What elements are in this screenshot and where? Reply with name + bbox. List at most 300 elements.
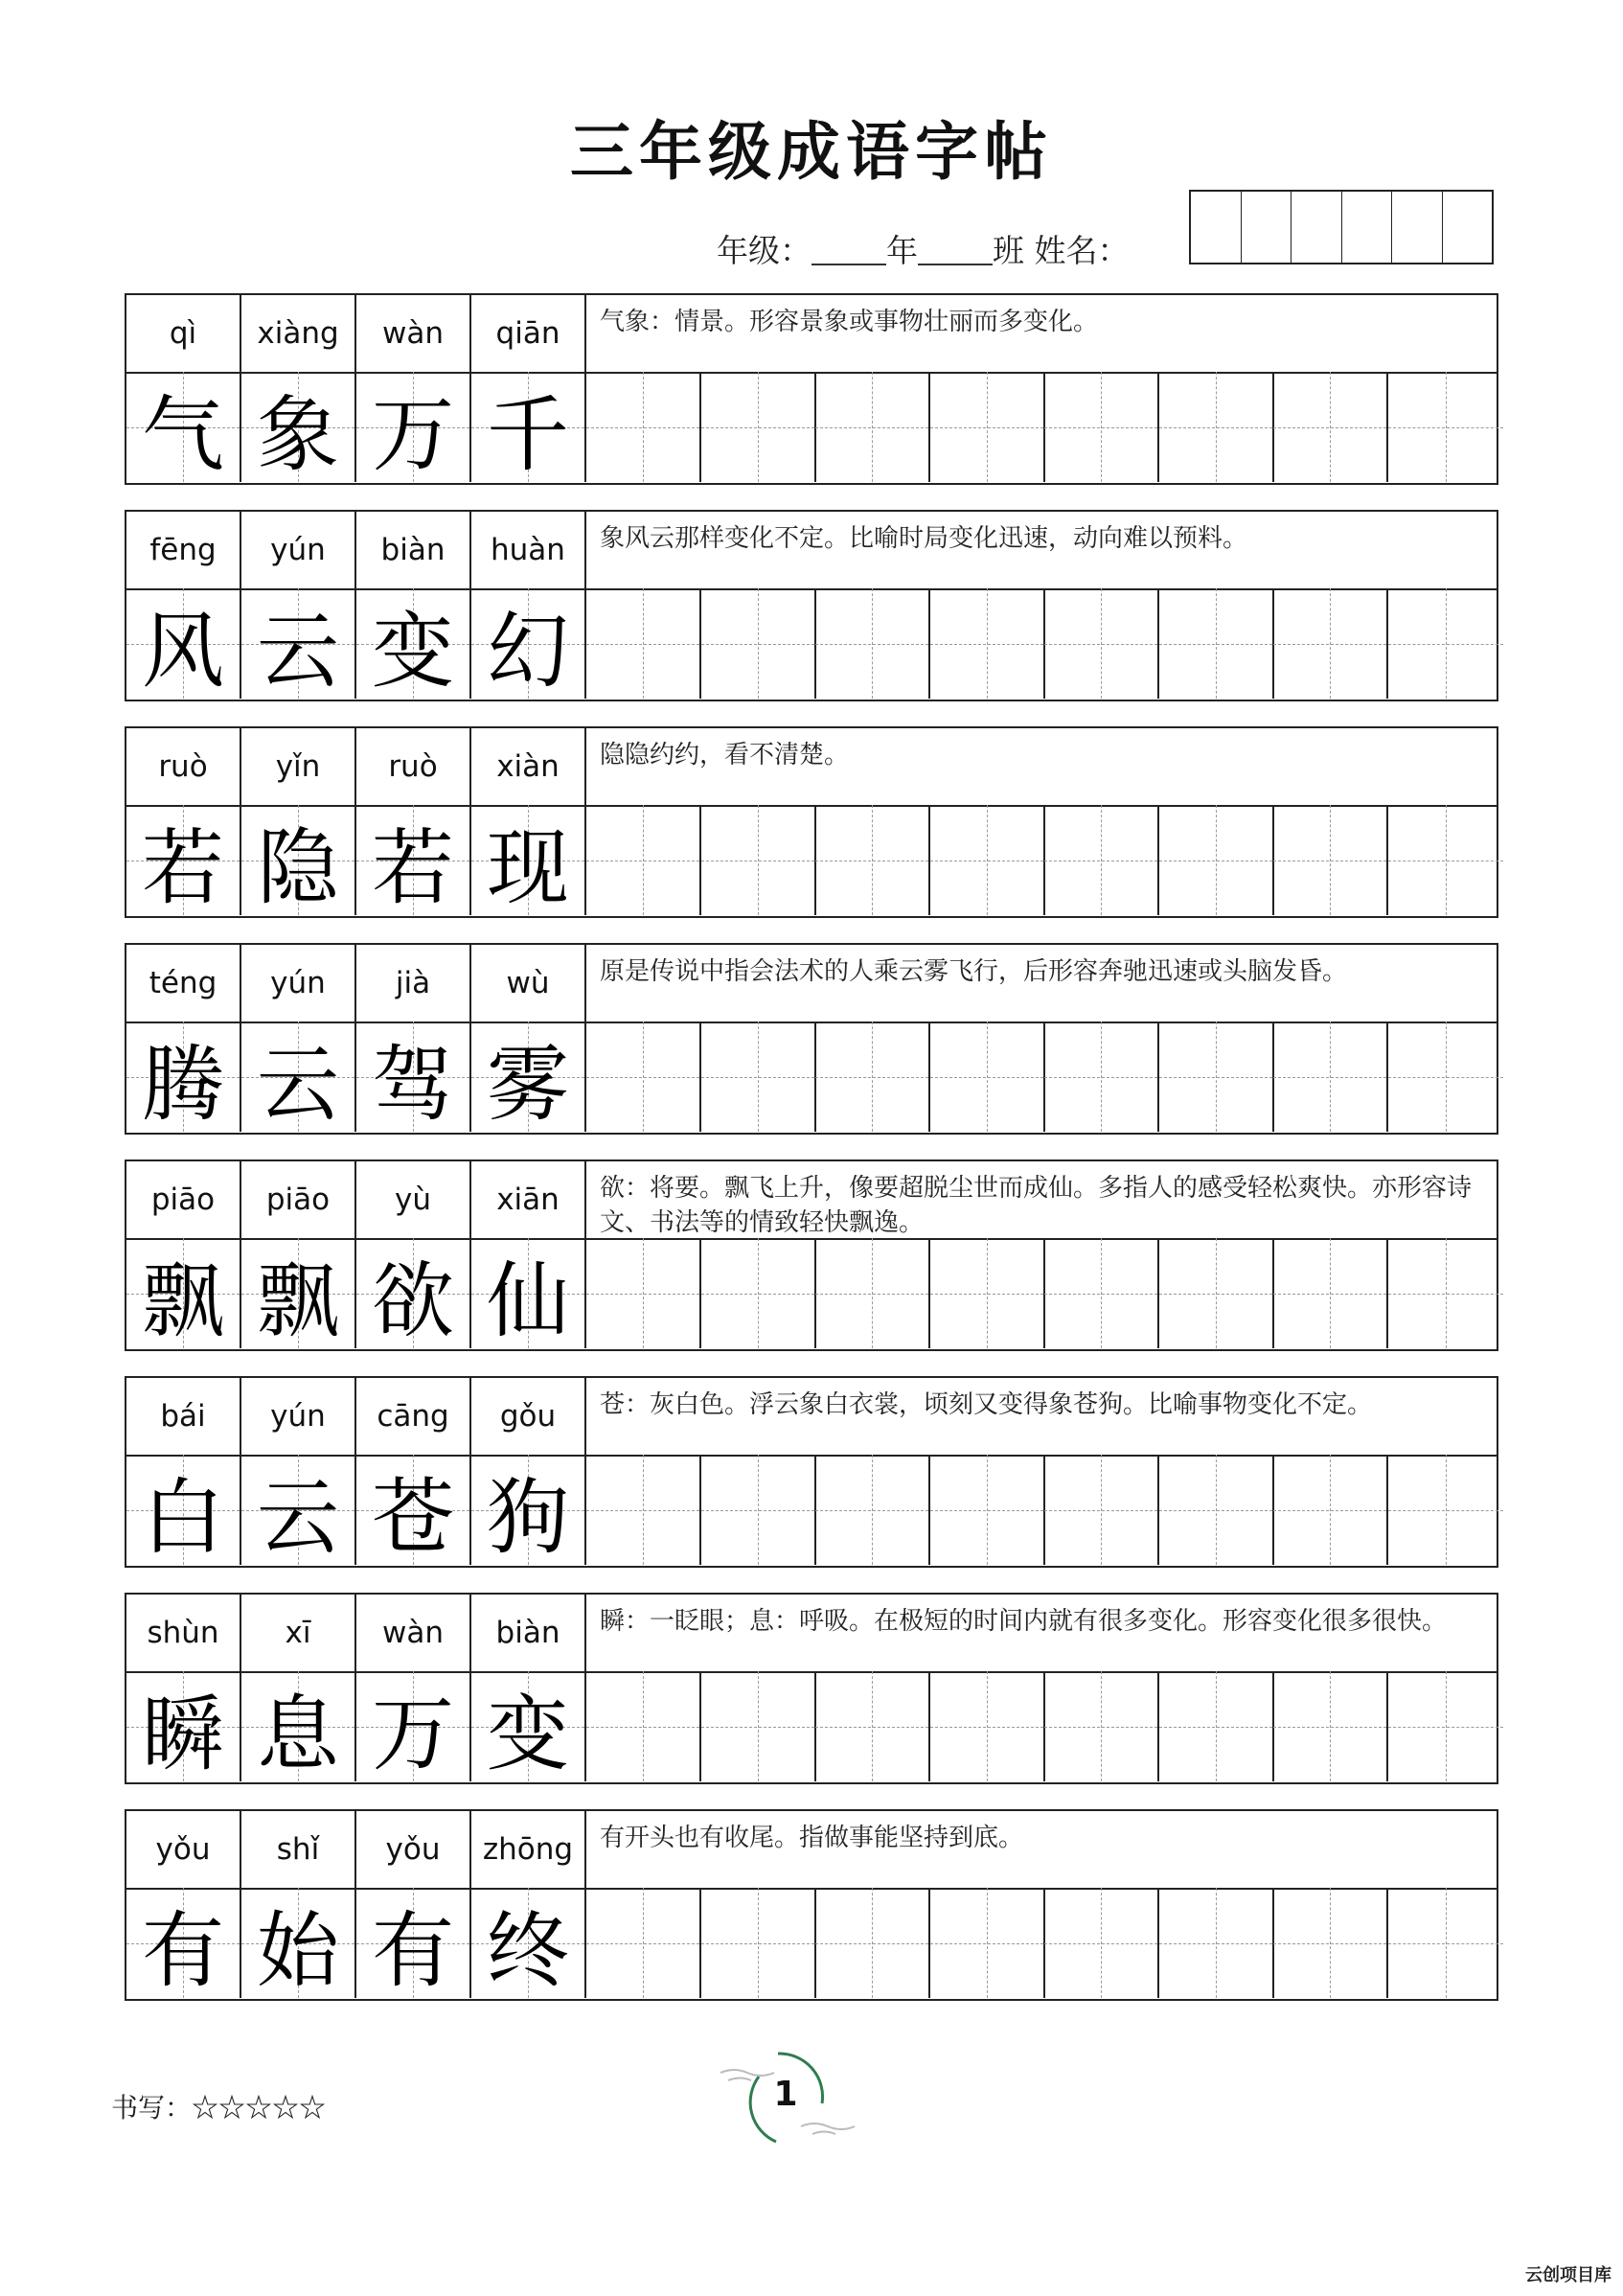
practice-cell[interactable] — [586, 372, 701, 482]
name-box[interactable] — [1291, 192, 1341, 263]
idiom-definition: 瞬：一眨眼；息：呼吸。在极短的时间内就有很多变化。形容变化很多很快。 — [600, 1607, 1448, 1636]
guide-line — [1330, 1671, 1331, 1781]
model-character — [471, 1455, 586, 1565]
guide-line — [643, 1455, 644, 1565]
idiom-block — [125, 1809, 1498, 2001]
guide-line — [1273, 1943, 1386, 1944]
practice-cell[interactable] — [930, 1671, 1045, 1781]
practice-cell[interactable] — [1388, 372, 1503, 482]
practice-grid — [586, 372, 1497, 482]
pinyin-cell: yún — [241, 1378, 356, 1455]
practice-cell[interactable] — [586, 1022, 701, 1132]
guide-line — [987, 1238, 988, 1348]
character-row — [126, 1888, 1497, 1998]
guide-line — [930, 644, 1043, 645]
practice-cell[interactable] — [1044, 805, 1159, 915]
practice-cell[interactable] — [1273, 1455, 1388, 1565]
practice-cell[interactable] — [930, 372, 1045, 482]
practice-cell[interactable] — [1044, 372, 1159, 482]
character-row — [126, 1455, 1497, 1565]
guide-line — [1159, 427, 1272, 428]
practice-cell[interactable] — [930, 1238, 1045, 1348]
character-glyph: 变 — [487, 1686, 569, 1782]
practice-cell[interactable] — [701, 1455, 816, 1565]
guide-line — [987, 372, 988, 482]
guide-line — [815, 1727, 928, 1728]
pinyin-cell: xiān — [471, 1161, 586, 1238]
guide-line — [815, 1294, 928, 1295]
guide-line — [872, 1888, 873, 1998]
practice-cell[interactable] — [1159, 1671, 1274, 1781]
guide-line — [872, 1671, 873, 1781]
guide-line — [1446, 805, 1447, 915]
character-glyph: 若 — [372, 819, 454, 916]
guide-line — [1330, 1888, 1331, 1998]
guide-line — [586, 1294, 699, 1295]
practice-cell[interactable] — [815, 1238, 930, 1348]
idiom-definition: 隐隐约约，看不清楚。 — [600, 741, 850, 769]
practice-cell[interactable] — [930, 805, 1045, 915]
guide-line — [701, 1294, 814, 1295]
guide-line — [586, 1510, 699, 1511]
guide-line — [1388, 427, 1503, 428]
guide-line — [1101, 1455, 1102, 1565]
character-glyph: 有 — [372, 1902, 454, 1999]
student-info — [717, 226, 1130, 271]
page-number-badge — [709, 2046, 862, 2151]
character-row — [126, 588, 1497, 699]
model-character — [356, 1671, 471, 1781]
practice-cell[interactable] — [1273, 1022, 1388, 1132]
guide-line — [1101, 1238, 1102, 1348]
model-character — [241, 1671, 356, 1781]
practice-cell[interactable] — [815, 588, 930, 699]
idiom-block — [125, 293, 1498, 485]
character-glyph: 仙 — [487, 1252, 569, 1349]
practice-cell[interactable] — [586, 1888, 701, 1998]
character-row — [126, 1671, 1497, 1781]
character-glyph: 始 — [257, 1902, 339, 1999]
practice-cell[interactable] — [701, 1022, 816, 1132]
character-glyph: 狗 — [487, 1469, 569, 1566]
name-boxes[interactable] — [1189, 190, 1494, 264]
guide-line — [701, 644, 814, 645]
guide-line — [1388, 1943, 1503, 1944]
model-character — [356, 1888, 471, 1998]
guide-line — [1216, 805, 1217, 915]
guide-line — [1159, 1077, 1272, 1078]
model-character — [126, 372, 241, 482]
character-glyph: 千 — [487, 386, 569, 483]
practice-cell[interactable] — [1273, 372, 1388, 482]
pinyin-cell: téng — [126, 945, 241, 1022]
pinyin-cell: yǒu — [126, 1811, 241, 1888]
practice-cell[interactable] — [930, 1455, 1045, 1565]
name-box[interactable] — [1341, 192, 1392, 263]
practice-cell[interactable] — [701, 805, 816, 915]
pinyin-row — [126, 1595, 1497, 1673]
name-label: 姓名： — [1034, 232, 1130, 269]
practice-cell[interactable] — [1388, 1022, 1503, 1132]
year-suffix: 年 — [886, 232, 918, 269]
practice-cell[interactable] — [1388, 1888, 1503, 1998]
guide-line — [872, 1238, 873, 1348]
pinyin-cell: gǒu — [471, 1378, 586, 1455]
character-glyph: 若 — [142, 819, 224, 916]
practice-cell[interactable] — [815, 1671, 930, 1781]
character-glyph: 隐 — [257, 819, 339, 916]
pinyin-cell: yù — [356, 1161, 471, 1238]
guide-line — [1216, 1022, 1217, 1132]
guide-line — [987, 1888, 988, 1998]
practice-cell[interactable] — [815, 805, 930, 915]
guide-line — [1330, 1238, 1331, 1348]
practice-cell[interactable] — [930, 1888, 1045, 1998]
practice-cell[interactable] — [586, 588, 701, 699]
guide-line — [1159, 1510, 1272, 1511]
practice-cell[interactable] — [1159, 372, 1274, 482]
guide-line — [758, 1455, 759, 1565]
model-character — [126, 588, 241, 699]
pinyin-cell: shǐ — [241, 1811, 356, 1888]
guide-line — [758, 1022, 759, 1132]
model-character — [471, 1671, 586, 1781]
guide-line — [1446, 1238, 1447, 1348]
guide-line — [643, 372, 644, 482]
model-character — [356, 372, 471, 482]
character-glyph: 现 — [487, 819, 569, 916]
character-glyph: 风 — [142, 603, 224, 700]
pinyin-cell: qì — [126, 295, 241, 372]
character-row — [126, 1022, 1497, 1132]
guide-line — [1044, 644, 1157, 645]
practice-cell[interactable] — [701, 1671, 816, 1781]
pinyin-cell: xiàng — [241, 295, 356, 372]
guide-line — [1388, 1294, 1503, 1295]
guide-line — [758, 1671, 759, 1781]
model-character — [241, 1455, 356, 1565]
model-character — [471, 805, 586, 915]
guide-line — [1330, 588, 1331, 699]
character-glyph: 有 — [142, 1902, 224, 1999]
practice-cell[interactable] — [701, 588, 816, 699]
pinyin-row — [126, 295, 1497, 374]
practice-cell[interactable] — [701, 372, 816, 482]
guide-line — [758, 372, 759, 482]
practice-cell[interactable] — [815, 1022, 930, 1132]
pinyin-row — [126, 1161, 1497, 1240]
model-character — [126, 1455, 241, 1565]
practice-grid — [586, 805, 1497, 915]
guide-line — [1101, 372, 1102, 482]
practice-cell[interactable] — [701, 1888, 816, 1998]
guide-line — [586, 644, 699, 645]
guide-line — [1273, 1077, 1386, 1078]
guide-line — [1330, 1022, 1331, 1132]
name-box[interactable] — [1391, 192, 1442, 263]
character-glyph: 息 — [257, 1686, 339, 1782]
pinyin-cell: piāo — [241, 1161, 356, 1238]
pinyin-cell: piāo — [126, 1161, 241, 1238]
pinyin-cell: yǒu — [356, 1811, 471, 1888]
character-row — [126, 805, 1497, 915]
pinyin-row — [126, 512, 1497, 590]
guide-line — [1101, 588, 1102, 699]
guide-line — [701, 1727, 814, 1728]
guide-line — [1101, 1022, 1102, 1132]
model-character — [356, 1238, 471, 1348]
guide-line — [1159, 1294, 1272, 1295]
practice-cell[interactable] — [1388, 1671, 1503, 1781]
guide-line — [643, 1888, 644, 1998]
guide-line — [815, 1510, 928, 1511]
character-glyph: 瞬 — [142, 1686, 224, 1782]
practice-cell[interactable] — [586, 1455, 701, 1565]
year-blank[interactable] — [812, 235, 886, 265]
pinyin-cell: xiàn — [471, 728, 586, 805]
pinyin-row — [126, 1378, 1497, 1457]
practice-grid — [586, 1455, 1497, 1565]
pinyin-cell: biàn — [356, 512, 471, 588]
practice-cell[interactable] — [1388, 805, 1503, 915]
practice-cell[interactable] — [930, 1022, 1045, 1132]
pinyin-cell: wàn — [356, 1595, 471, 1671]
practice-cell[interactable] — [1273, 805, 1388, 915]
guide-line — [586, 1727, 699, 1728]
practice-cell[interactable] — [1388, 588, 1503, 699]
practice-cell[interactable] — [1159, 805, 1274, 915]
idiom-definition: 象风云那样变化不定。比喻时局变化迅速，动向难以预料。 — [600, 524, 1248, 553]
model-character — [241, 1888, 356, 1998]
practice-cell[interactable] — [1273, 588, 1388, 699]
character-glyph: 白 — [142, 1469, 224, 1566]
guide-line — [930, 1943, 1043, 1944]
guide-line — [872, 1022, 873, 1132]
guide-line — [1446, 1022, 1447, 1132]
guide-line — [815, 644, 928, 645]
practice-cell[interactable] — [1273, 1671, 1388, 1781]
guide-line — [815, 1943, 928, 1944]
practice-cell[interactable] — [815, 372, 930, 482]
model-character — [471, 372, 586, 482]
practice-cell[interactable] — [1388, 1238, 1503, 1348]
pinyin-cell: cāng — [356, 1378, 471, 1455]
guide-line — [1101, 1888, 1102, 1998]
guide-line — [1044, 427, 1157, 428]
practice-grid — [586, 1022, 1497, 1132]
character-glyph: 气 — [142, 386, 224, 483]
guide-line — [987, 1022, 988, 1132]
guide-line — [987, 588, 988, 699]
guide-line — [872, 1455, 873, 1565]
guide-line — [1273, 644, 1386, 645]
guide-line — [987, 1455, 988, 1565]
watermark: 云创项目库 — [1525, 2265, 1612, 2285]
guide-line — [643, 1671, 644, 1781]
practice-cell[interactable] — [1273, 1238, 1388, 1348]
guide-line — [758, 588, 759, 699]
pinyin-cell: yǐn — [241, 728, 356, 805]
pinyin-cell: wù — [471, 945, 586, 1022]
class-suffix: 班 — [993, 232, 1024, 269]
pinyin-cell: shùn — [126, 1595, 241, 1671]
guide-line — [1273, 1510, 1386, 1511]
practice-cell[interactable] — [815, 1888, 930, 1998]
model-character — [126, 1238, 241, 1348]
idiom-definition: 原是传说中指会法术的人乘云雾飞行，后形容奔驰迅速或头脑发昏。 — [600, 957, 1348, 986]
model-character — [126, 1888, 241, 1998]
guide-line — [1446, 1455, 1447, 1565]
character-glyph: 飘 — [142, 1252, 224, 1349]
character-glyph: 终 — [487, 1902, 569, 1999]
character-glyph: 雾 — [487, 1036, 569, 1133]
page-title: 三年级成语字帖 — [570, 115, 1053, 189]
idiom-block — [125, 1376, 1498, 1568]
practice-cell[interactable] — [1044, 1238, 1159, 1348]
guide-line — [930, 1510, 1043, 1511]
model-character — [126, 1022, 241, 1132]
guide-line — [872, 805, 873, 915]
practice-cell[interactable] — [1159, 588, 1274, 699]
practice-grid — [586, 1671, 1497, 1781]
practice-cell[interactable] — [1159, 1022, 1274, 1132]
practice-cell[interactable] — [1159, 1238, 1274, 1348]
guide-line — [1101, 1671, 1102, 1781]
guide-line — [1044, 1727, 1157, 1728]
model-character — [241, 805, 356, 915]
guide-line — [1388, 1077, 1503, 1078]
guide-line — [1044, 1510, 1157, 1511]
practice-cell[interactable] — [1388, 1455, 1503, 1565]
character-row — [126, 372, 1497, 482]
guide-line — [930, 1727, 1043, 1728]
model-character — [356, 1455, 471, 1565]
guide-line — [701, 1077, 814, 1078]
guide-line — [872, 588, 873, 699]
guide-line — [643, 805, 644, 915]
guide-line — [1446, 588, 1447, 699]
name-box[interactable] — [1191, 192, 1241, 263]
practice-cell[interactable] — [1044, 1888, 1159, 1998]
guide-line — [1330, 805, 1331, 915]
practice-cell[interactable] — [1159, 1455, 1274, 1565]
guide-line — [701, 1510, 814, 1511]
page-number: 1 — [773, 2075, 798, 2114]
guide-line — [1446, 1671, 1447, 1781]
character-glyph: 驾 — [372, 1036, 454, 1133]
guide-line — [1216, 1888, 1217, 1998]
pinyin-cell: jià — [356, 945, 471, 1022]
model-character — [356, 1022, 471, 1132]
idiom-block — [125, 510, 1498, 701]
guide-line — [930, 1294, 1043, 1295]
practice-cell[interactable] — [1044, 1022, 1159, 1132]
model-character — [471, 588, 586, 699]
guide-line — [1388, 1510, 1503, 1511]
practice-cell[interactable] — [930, 588, 1045, 699]
practice-cell[interactable] — [586, 805, 701, 915]
character-glyph: 云 — [257, 603, 339, 700]
idiom-definition: 有开头也有收尾。指做事能坚持到底。 — [600, 1824, 1024, 1852]
model-character — [356, 588, 471, 699]
guide-line — [758, 805, 759, 915]
model-character — [241, 1238, 356, 1348]
model-character — [471, 1022, 586, 1132]
model-character — [241, 588, 356, 699]
guide-line — [758, 1888, 759, 1998]
guide-line — [1159, 644, 1272, 645]
practice-cell[interactable] — [1159, 1888, 1274, 1998]
idiom-block — [125, 943, 1498, 1135]
practice-cell[interactable] — [1044, 1455, 1159, 1565]
idiom-definition: 欲：将要。飘飞上升，像要超脱尘世而成仙。多指人的感受轻松爽快。亦形容诗文、书法等的情致轻快飘逸。 — [600, 1174, 1473, 1237]
model-character — [471, 1888, 586, 1998]
practice-cell[interactable] — [1273, 1888, 1388, 1998]
idiom-block — [125, 726, 1498, 918]
guide-line — [1273, 427, 1386, 428]
pinyin-row — [126, 728, 1497, 807]
guide-line — [701, 1943, 814, 1944]
guide-line — [815, 1077, 928, 1078]
guide-line — [1216, 1455, 1217, 1565]
name-box[interactable] — [1442, 192, 1493, 263]
pinyin-cell: biàn — [471, 1595, 586, 1671]
guide-line — [1330, 1455, 1331, 1565]
guide-line — [643, 1022, 644, 1132]
guide-line — [1216, 1238, 1217, 1348]
idiom-definition: 苍：灰白色。浮云象白衣裳，顷刻又变得象苍狗。比喻事物变化不定。 — [600, 1390, 1373, 1419]
practice-cell[interactable] — [815, 1455, 930, 1565]
idiom-definition: 气象：情景。形容景象或事物壮丽而多变化。 — [600, 308, 1099, 336]
model-character — [126, 805, 241, 915]
model-character — [126, 1671, 241, 1781]
pinyin-cell: ruò — [126, 728, 241, 805]
guide-line — [1273, 1727, 1386, 1728]
practice-cell[interactable] — [1044, 1671, 1159, 1781]
guide-line — [872, 372, 873, 482]
character-row — [126, 1238, 1497, 1348]
guide-line — [1159, 1943, 1272, 1944]
guide-line — [1216, 372, 1217, 482]
practice-cell[interactable] — [586, 1671, 701, 1781]
guide-line — [586, 1943, 699, 1944]
practice-cell[interactable] — [1044, 588, 1159, 699]
character-glyph: 幻 — [487, 603, 569, 700]
pinyin-cell: wàn — [356, 295, 471, 372]
character-glyph: 苍 — [372, 1469, 454, 1566]
pinyin-cell: fēng — [126, 512, 241, 588]
practice-cell[interactable] — [586, 1238, 701, 1348]
practice-cell[interactable] — [701, 1238, 816, 1348]
guide-line — [586, 427, 699, 428]
guide-line — [643, 588, 644, 699]
guide-line — [815, 427, 928, 428]
guide-line — [586, 1077, 699, 1078]
name-box[interactable] — [1241, 192, 1292, 263]
guide-line — [1044, 1294, 1157, 1295]
practice-grid — [586, 588, 1497, 699]
pinyin-cell: bái — [126, 1378, 241, 1455]
pinyin-cell: zhōng — [471, 1811, 586, 1888]
guide-line — [1216, 588, 1217, 699]
pinyin-cell: yún — [241, 512, 356, 588]
guide-line — [987, 1671, 988, 1781]
class-blank[interactable] — [918, 235, 993, 265]
pinyin-cell: yún — [241, 945, 356, 1022]
pinyin-row — [126, 945, 1497, 1023]
pinyin-row — [126, 1811, 1497, 1890]
guide-line — [1388, 644, 1503, 645]
